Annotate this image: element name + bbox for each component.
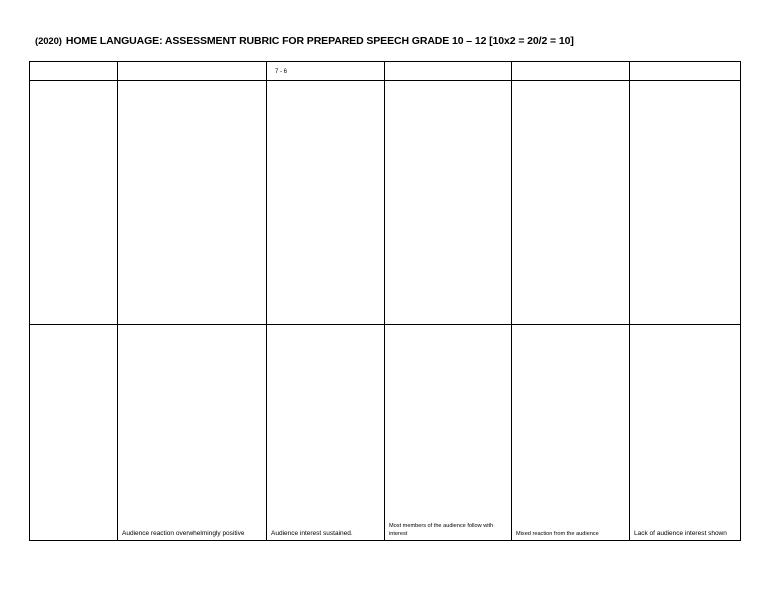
document-title [35, 35, 574, 47]
header-cell [630, 62, 741, 81]
table-header-row [30, 62, 741, 81]
table-cell-mixed-reaction: Mixed reaction from the audience [512, 325, 630, 541]
table-row [30, 81, 741, 325]
table-cell [630, 81, 741, 325]
assessment-rubric-table [29, 61, 741, 541]
table-cell [512, 81, 630, 325]
header-cell [30, 62, 118, 81]
table-cell-lack-of-interest: Lack of audience interest shown [630, 325, 741, 541]
table-cell [30, 81, 118, 325]
header-cell [512, 62, 630, 81]
table-cell-overwhelmingly-positive: Audience reaction overwhelmingly positive [118, 325, 267, 541]
table-cell [118, 81, 267, 325]
table-cell-most-follow: Most members of the audience follow with interest [385, 325, 512, 541]
document-year: (2020) [35, 36, 62, 47]
header-cell-level-7-6: 7 - 6 [267, 62, 385, 81]
table-cell [30, 325, 118, 541]
table-cell [267, 81, 385, 325]
header-cell [385, 62, 512, 81]
document-title-text: HOME LANGUAGE: ASSESSMENT RUBRIC FOR PREPARED SPEECH GRADE 10 – 12 [10x2 = 20/2 = 10] [65, 35, 574, 47]
header-cell [118, 62, 267, 81]
table-cell-interest-sustained: Audience interest sustained. [267, 325, 385, 541]
table-row-audience-reaction [30, 325, 741, 541]
table-cell [385, 81, 512, 325]
